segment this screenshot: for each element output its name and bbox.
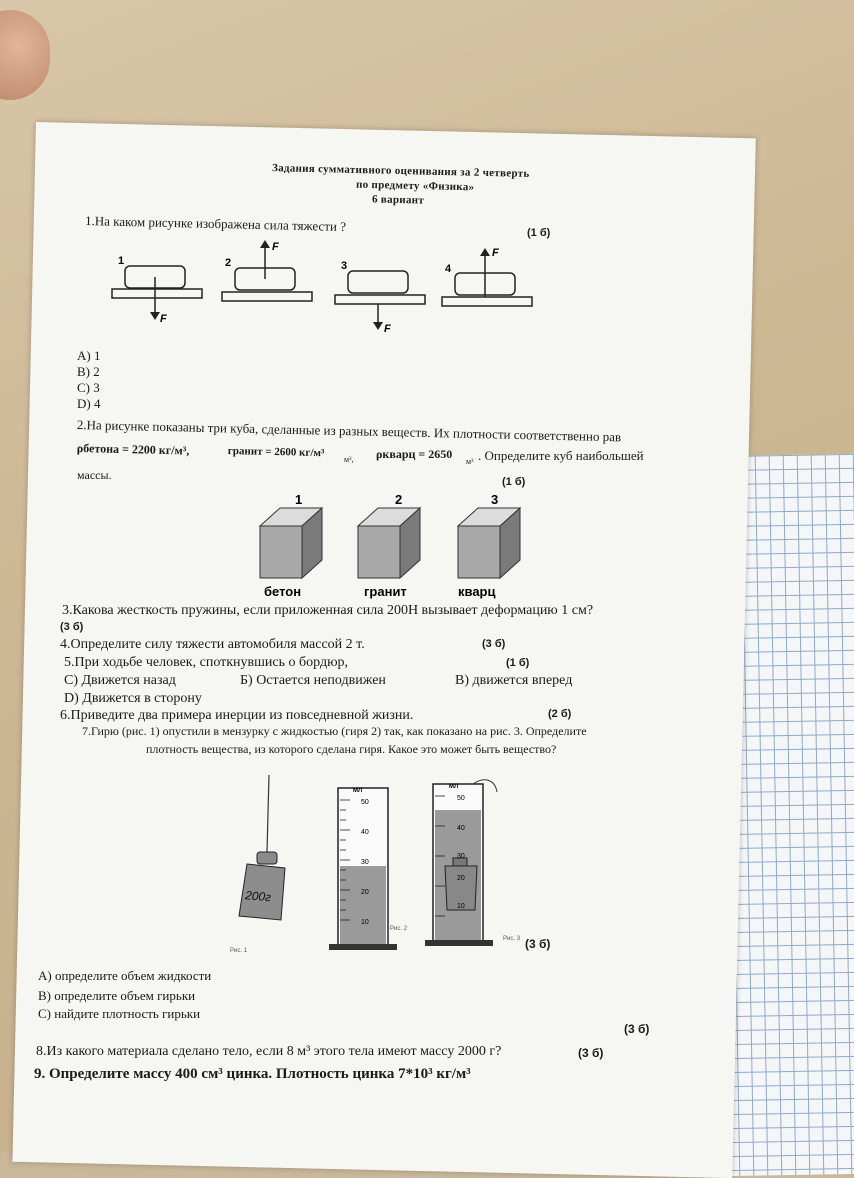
- figure-number-3: 3: [341, 260, 348, 272]
- density-beton: ρбетона = 2200 кг/м³,: [76, 441, 190, 458]
- cyl3-tick-20: 20: [457, 875, 465, 882]
- force-label-4: F: [492, 247, 499, 259]
- cylinder-3-unit: МЛ: [449, 784, 459, 790]
- fig-3-caption: Рис. 3: [503, 936, 521, 942]
- question-3-text: 3.Какова жесткость пружины, если приложенная сила 200Н вызывает деформацию 1 см?: [62, 603, 594, 618]
- question-2-ending: . Определите куб наибольшей: [478, 448, 644, 463]
- question-9-text: 9. Определите массу 400 см³ цинка. Плотность цинка 7*10³ кг/м³: [34, 1066, 471, 1082]
- density-kvarc: ρкварц = 2650: [376, 447, 453, 461]
- fig-2-caption: Рис. 2: [390, 926, 408, 932]
- figure-number-4: 4: [445, 263, 452, 275]
- cyl2-tick-50: 50: [361, 799, 369, 806]
- weight-label: 200г: [244, 888, 272, 905]
- q5-option-v: В) движется вперед: [455, 673, 573, 688]
- question-1-points: (1 б): [527, 227, 551, 239]
- density-unit-m3: м³,: [344, 455, 354, 464]
- q1-option-d: D) 4: [77, 396, 101, 411]
- q1-option-c: C) 3: [77, 380, 100, 395]
- density-granit: гранит = 2600 кг/м³: [227, 445, 325, 460]
- question-8-text: 8.Из какого материала сделано тело, если 8 м³ этого тела имеют массу 2000 г?: [36, 1044, 502, 1059]
- cubes-figure: [240, 486, 540, 602]
- cube-label-granit: гранит: [364, 584, 407, 599]
- cyl3-tick-40: 40: [457, 825, 465, 832]
- question-1-figures: [105, 236, 535, 341]
- question-2-text: 2.На рисунке показаны три куба, сделанные из разных веществ. Их плотности соответственно рав: [76, 417, 622, 445]
- figure-number-2: 2: [225, 257, 232, 269]
- q5-option-b: Б) Остается неподвижен: [240, 673, 386, 688]
- cyl3-tick-30: 30: [457, 853, 465, 860]
- question-5-text: 5.При ходьбе человек, споткнувшись о бордюр,: [64, 655, 349, 670]
- density-unit-m3-b: м³: [466, 457, 474, 466]
- question-7-text-1: 7.Гирю (рис. 1) опустили в мензурку с жидкостью (гиря 2) так, как показано на рис. 3. Определите: [82, 724, 587, 738]
- cyl3-tick-10: 10: [457, 903, 465, 910]
- question-7-points: (3 б): [525, 937, 551, 951]
- question-6-text: 6.Приведите два примера инерции из повседневной жизни.: [60, 708, 414, 723]
- cyl2-tick-20: 20: [361, 889, 369, 896]
- q5-option-d: D) Движется в сторону: [64, 691, 202, 706]
- question-2-points: (1 б): [502, 476, 526, 488]
- question-7-text-2: плотность вещества, из которого сделана гиря. Какое это может быть вещество?: [146, 742, 557, 756]
- force-label-3: F: [384, 323, 391, 335]
- cyl3-tick-50: 50: [457, 795, 465, 802]
- question-3-points: (3 б): [60, 621, 84, 633]
- cylinder-2-unit: МЛ: [353, 788, 363, 794]
- q7-sub-a: A) определите объем жидкости: [38, 968, 212, 983]
- q5-option-c: C) Движется назад: [64, 673, 176, 688]
- cube-number-3: 3: [491, 492, 499, 507]
- measuring-cylinders-figure: [225, 770, 545, 958]
- cube-number-1: 1: [295, 492, 303, 507]
- q1-option-a: A) 1: [77, 348, 101, 363]
- q7-sub-b: B) определите объем гирьки: [38, 988, 196, 1003]
- cyl2-tick-30: 30: [361, 859, 369, 866]
- question-8-points: (3 б): [624, 1022, 650, 1036]
- q1-option-b: B) 2: [77, 364, 100, 379]
- fig-1-caption: Рис. 1: [230, 948, 248, 954]
- question-1-text: 1.На каком рисунке изображена сила тяжести ?: [84, 213, 347, 234]
- cube-label-beton: бетон: [264, 584, 302, 599]
- question-2-mass: массы.: [77, 468, 112, 482]
- q7-sub-c: C) найдите плотность гирьки: [38, 1006, 201, 1021]
- header-line-3: 6 вариант: [371, 193, 425, 207]
- cyl2-tick-40: 40: [361, 829, 369, 836]
- question-5-points: (1 б): [506, 657, 530, 669]
- cube-label-kvarc: кварц: [458, 584, 496, 599]
- question-9-points: (3 б): [578, 1046, 604, 1060]
- force-label-2: F: [272, 241, 279, 253]
- question-6-points: (2 б): [548, 708, 572, 720]
- header-line-1: Задания суммативного оценивания за 2 четверть: [271, 162, 530, 180]
- cube-number-2: 2: [395, 492, 403, 507]
- figure-number-1: 1: [118, 255, 125, 267]
- question-4-points: (3 б): [482, 638, 506, 650]
- question-4-text: 4.Определите силу тяжести автомобиля массой 2 т.: [60, 637, 365, 652]
- header-line-2: по предмету «Физика»: [355, 178, 475, 194]
- force-label-1: F: [160, 313, 167, 325]
- cyl2-tick-10: 10: [361, 919, 369, 926]
